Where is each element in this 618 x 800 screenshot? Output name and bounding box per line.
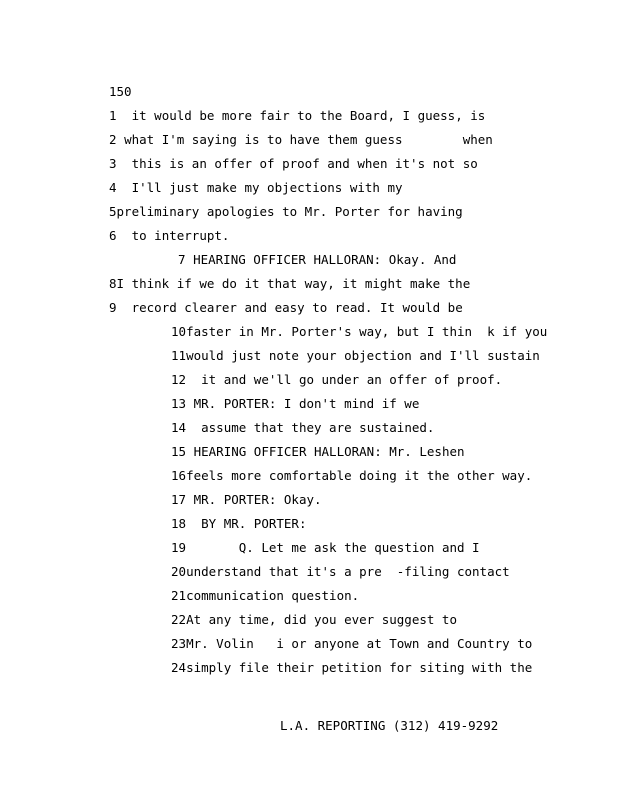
line-number: 5 [109, 204, 117, 219]
line-number: 6 [109, 228, 117, 243]
line-text: what I'm saying is to have them guess when [124, 132, 493, 147]
transcript-line [109, 133, 493, 147]
transcript-line [171, 661, 532, 675]
line-number: 17 [171, 492, 187, 507]
line-number: 2 [109, 132, 117, 147]
reporter-footer: L.A. REPORTING (312) 419-9292 [280, 718, 499, 733]
transcript-line [109, 301, 463, 315]
line-number: 19 [171, 540, 187, 555]
line-number: 3 [109, 156, 117, 171]
line-text: BY MR. PORTER: [201, 516, 307, 531]
transcript-line [109, 157, 478, 171]
line-text: it would be more fair to the Board, I guess, is [131, 108, 486, 123]
line-number: 23 [171, 636, 187, 651]
line-text: I think if we do it that way, it might make the [116, 276, 471, 291]
line-text: feels more comfortable doing it the other way. [186, 468, 533, 483]
transcript-line [109, 277, 470, 291]
transcript-line [178, 253, 456, 267]
line-number: 9 [109, 300, 117, 315]
transcript-line [171, 373, 502, 387]
line-text: faster in Mr. Porter's way, but I thin k if you [186, 324, 548, 339]
line-text: I'll just make my objections with my [131, 180, 403, 195]
line-text: assume that they are sustained. [201, 420, 435, 435]
line-number: 14 [171, 420, 187, 435]
transcript-line [171, 493, 322, 507]
line-number: 12 [171, 372, 187, 387]
line-text: record clearer and easy to read. It would be [131, 300, 463, 315]
line-number: 8 [109, 276, 117, 291]
line-text: HEARING OFFICER HALLORAN: Mr. Leshen [193, 444, 465, 459]
line-number: 24 [171, 660, 187, 675]
line-number: 4 [109, 180, 117, 195]
line-text: communication question. [186, 588, 360, 603]
transcript-line [109, 205, 463, 219]
line-number: 1 [109, 108, 117, 123]
transcript-line [171, 565, 510, 579]
transcript-line [171, 445, 465, 459]
line-text: Q. Let me ask the question and I [238, 540, 480, 555]
line-number: 7 [178, 252, 186, 267]
line-text: MR. PORTER: I don't mind if we [193, 396, 420, 411]
transcript-line [171, 541, 480, 555]
transcript-line [109, 109, 485, 123]
transcript-line [171, 349, 540, 363]
line-number: 22 [171, 612, 187, 627]
line-text: would just note your objection and I'll sustain [186, 348, 540, 363]
line-number: 20 [171, 564, 187, 579]
line-number: 21 [171, 588, 187, 603]
line-text: At any time, did you ever suggest to [186, 612, 457, 627]
transcript-line [171, 637, 532, 651]
transcript-line [171, 613, 457, 627]
line-text: it and we'll go under an offer of proof. [201, 372, 503, 387]
transcript-line [109, 181, 403, 195]
transcript-line [109, 229, 229, 243]
line-number: 13 [171, 396, 187, 411]
transcript-line [171, 325, 547, 339]
line-text: Mr. Volin i or anyone at Town and Country to [186, 636, 533, 651]
line-number: 15 [171, 444, 187, 459]
line-text: simply file their petition for siting with the [186, 660, 533, 675]
line-text: to interrupt. [131, 228, 230, 243]
line-number: 11 [171, 348, 187, 363]
transcript-line [171, 517, 306, 531]
transcript-line [171, 397, 419, 411]
line-text: MR. PORTER: Okay. [193, 492, 322, 507]
line-number: 16 [171, 468, 187, 483]
line-text: this is an offer of proof and when it's not so [131, 156, 478, 171]
line-number: 18 [171, 516, 187, 531]
line-text: understand that it's a pre -filing contact [186, 564, 510, 579]
line-text: HEARING OFFICER HALLORAN: Okay. And [193, 252, 457, 267]
line-text: preliminary apologies to Mr. Porter for having [116, 204, 463, 219]
transcript-line [171, 469, 532, 483]
line-number: 10 [171, 324, 187, 339]
page-number: 150 [109, 84, 132, 99]
transcript-line [171, 589, 359, 603]
transcript-line [171, 421, 434, 435]
